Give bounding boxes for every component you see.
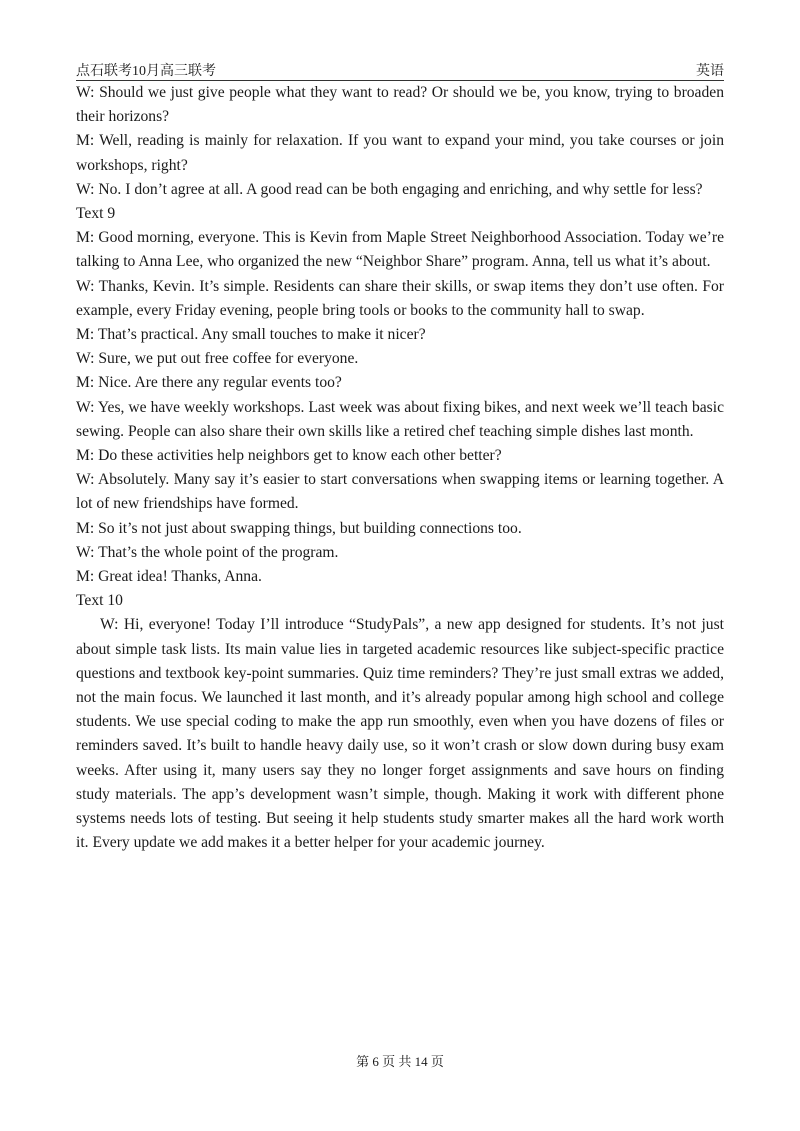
dialogue-line: W: Absolutely. Many say it’s easier to start conversations when swapping items or learning together. A lot of new friendships have formed. [76, 471, 724, 513]
dialogue-line: M: That’s practical. Any small touches to make it nicer? [76, 326, 426, 344]
dialogue-line: M: Great idea! Thanks, Anna. [76, 568, 262, 586]
dialogue-line: W: Should we just give people what they want to read? Or should we be, you know, trying to broaden their horizons? [76, 84, 724, 126]
dialogue-line: M: Do these activities help neighbors get to know each other better? [76, 447, 502, 465]
dialogue-line: M: Nice. Are there any regular events too? [76, 374, 342, 392]
dialogue-line: W: Yes, we have weekly workshops. Last week was about fixing bikes, and next week we’ll teach basic sewing. People can also share their own skills like a retired chef teaching simple dishes last month. [76, 398, 724, 440]
section-heading-text-9: Text 9 [76, 205, 116, 223]
page-number: 第 6 页 共 14 页 [356, 1054, 444, 1069]
dialogue-line: W: Sure, we put out free coffee for everyone. [76, 350, 359, 368]
dialogue-line: M: Well, reading is mainly for relaxation. If you want to expand your mind, you take courses or join workshops, right? [76, 132, 724, 174]
dialogue-line: M: Good morning, everyone. This is Kevin from Maple Street Neighborhood Association. Today we’re talking to Anna Lee, who organized the new “Neighbor Share” program. Anna, tell us what it’s about. [76, 229, 724, 271]
dialogue-line: W: That’s the whole point of the program. [76, 543, 339, 561]
dialogue-line: W: No. I don’t agree at all. A good read can be both engaging and enriching, and why settle for less? [76, 180, 703, 198]
dialogue-line: M: So it’s not just about swapping things, but building connections too. [76, 519, 522, 537]
section-heading-text-10: Text 10 [76, 592, 123, 610]
subject-label: 英语 [696, 64, 724, 79]
document-body [76, 81, 724, 856]
exam-title: 点石联考10月高三联考 [76, 64, 216, 79]
dialogue-line: W: Thanks, Kevin. It’s simple. Residents can share their skills, or swap items they don’t use often. For example, every Friday evening, people bring tools or books to the community hall to swap. [76, 277, 724, 319]
page-header [76, 58, 724, 81]
monologue-paragraph: W: Hi, everyone! Today I’ll introduce “StudyPals”, a new app designed for students. It’s not just about simple task lists. Its main value lies in targeted academic resources like subject-specific practice questions and textbook key-point summaries. Quiz time reminders? They’re just small extras we added, not the main focus. We launched it last month, and it’s already popular among high school and college students. We use special coding to make the app run smoothly, even when you have dozens of files or reminders saved. It’s built to handle heavy daily use, so it won’t crash or slow down during busy exam weeks. After using it, many users say they no longer forget assignments and save hours on finding study materials. The app’s development wasn’t simple, though. Making it work with different phone systems needs lots of testing. But seeing it help students study smarter makes all the hard work worth it. Every update we add makes it a better helper for your academic journey. [76, 616, 724, 852]
